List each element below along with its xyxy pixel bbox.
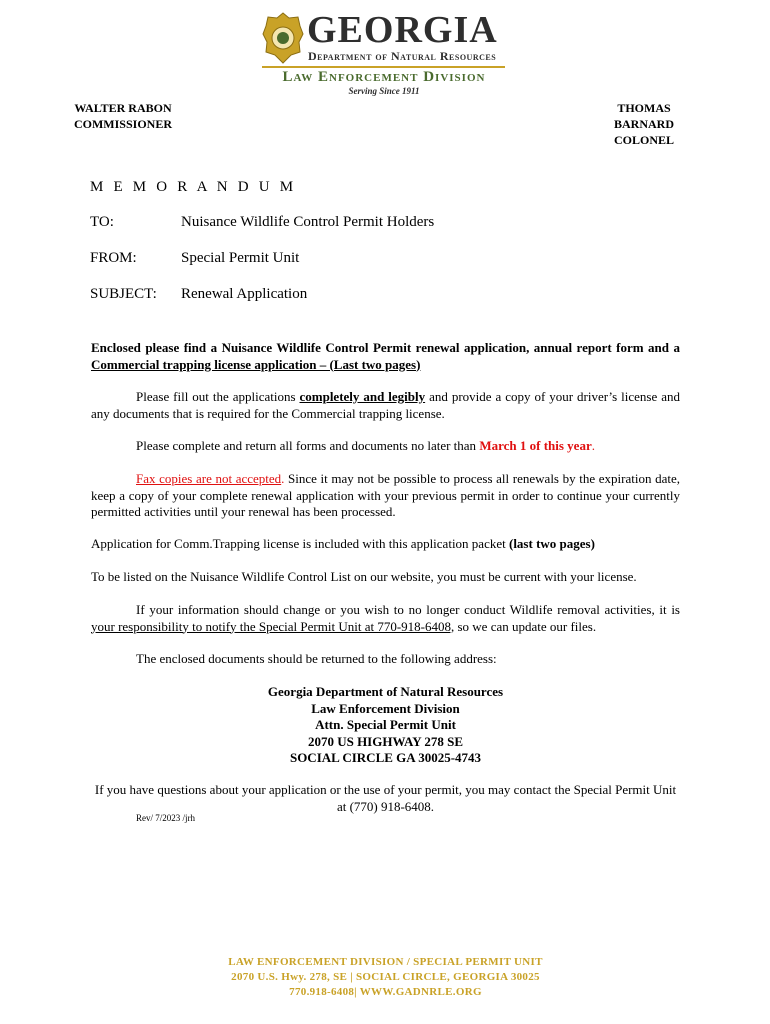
from-value: Special Permit Unit <box>181 250 300 266</box>
agency-name: GEORGIA <box>307 9 498 51</box>
paragraph-fill-out: Please fill out the applications completely and legibly and provide a copy of your driver’s license and any documents that is required for the Commercial trapping license. <box>91 389 680 421</box>
mailing-address <box>91 684 680 767</box>
footer-address: 2070 U.S. Hwy. 278, SE | SOCIAL CIRCLE, GEORGIA 30025 <box>231 971 540 983</box>
fax-warning: Fax copies are not accepted <box>136 471 282 486</box>
department-name: Department of Natural Resources <box>308 49 497 63</box>
to-label: TO: <box>90 214 114 230</box>
commissioner-title: COMMISSIONER <box>73 117 172 131</box>
deadline-date: March 1 of this year <box>479 438 592 453</box>
division-name: Law Enforcement Division <box>282 69 486 85</box>
paragraph-return-address: The enclosed documents should be returned to the following address: <box>136 651 497 666</box>
contact-note: If you have questions about your application or the use of your permit, you may contact the Special Permit Unit at (770) 918-6408. <box>94 782 677 814</box>
colonel-block <box>592 100 696 148</box>
colonel-title: COLONEL <box>613 133 674 147</box>
commissioner-name: WALTER RABON <box>74 101 172 115</box>
subject-label: SUBJECT: <box>90 286 157 302</box>
paragraph-website-list: To be listed on the Nuisance Wildlife Control List on our website, you must be current with your license. <box>91 569 637 584</box>
revision-note: Rev/ 7/2023 /jrh <box>136 813 195 823</box>
paragraph-deadline: Please complete and return all forms and documents no later than March 1 of this year. <box>136 438 595 453</box>
address-line: SOCIAL CIRCLE GA 30025-4743 <box>289 750 482 765</box>
from-label: FROM: <box>90 250 137 266</box>
address-line: 2070 US HIGHWAY 278 SE <box>307 733 464 749</box>
colonel-name: THOMAS BARNARD <box>614 101 674 131</box>
address-line: Law Enforcement Division <box>311 700 460 716</box>
serving-since: Serving Since 1911 <box>348 86 420 96</box>
trapping-license-note: Commercial trapping license application – (Last two pages) <box>91 356 421 372</box>
address-line: Georgia Department of Natural Resources <box>267 684 504 699</box>
footer-contact: 770.918-6408| WWW.GADNRLE.ORG <box>289 986 482 998</box>
subject-value: Renewal Application <box>181 286 308 302</box>
paragraph-enclosed: Enclosed please find a Nuisance Wildlife Control Permit renewal application, annual report form and a Commercial trapping license application – (Last two pages) <box>91 340 680 372</box>
commissioner-block <box>68 100 178 132</box>
footer <box>91 955 680 1000</box>
completely-legibly: completely and legibly <box>299 389 426 404</box>
address-line: Attn. Special Permit Unit <box>315 717 456 732</box>
notify-phone-link: your responsibility to notify the Special Permit Unit at 770-918-6408, <box>91 618 455 634</box>
memo-title: M E M O R A N D U M <box>90 179 297 195</box>
logo-divider <box>262 66 505 68</box>
to-value: Nuisance Wildlife Control Permit Holders <box>181 214 435 230</box>
paragraph-fax: Fax copies are not accepted. Since it may not be possible to process all renewals by the expiration date, keep a copy of your complete renewal application with your previous permit in order to continue your currently permitted activities until your renewal has been processed. <box>91 471 680 519</box>
paragraph-trapping-license: Application for Comm.Trapping license is included with this application packet (last two pages) <box>91 536 595 551</box>
georgia-badge-logo <box>262 12 304 64</box>
footer-division: LAW ENFORCEMENT DIVISION / SPECIAL PERMIT UNIT <box>228 956 543 968</box>
paragraph-notify: If your information should change or you wish to no longer conduct Wildlife removal activities, it is your responsibility to notify the Special Permit Unit at 770-918-6408, so we can update our files. <box>91 602 680 634</box>
